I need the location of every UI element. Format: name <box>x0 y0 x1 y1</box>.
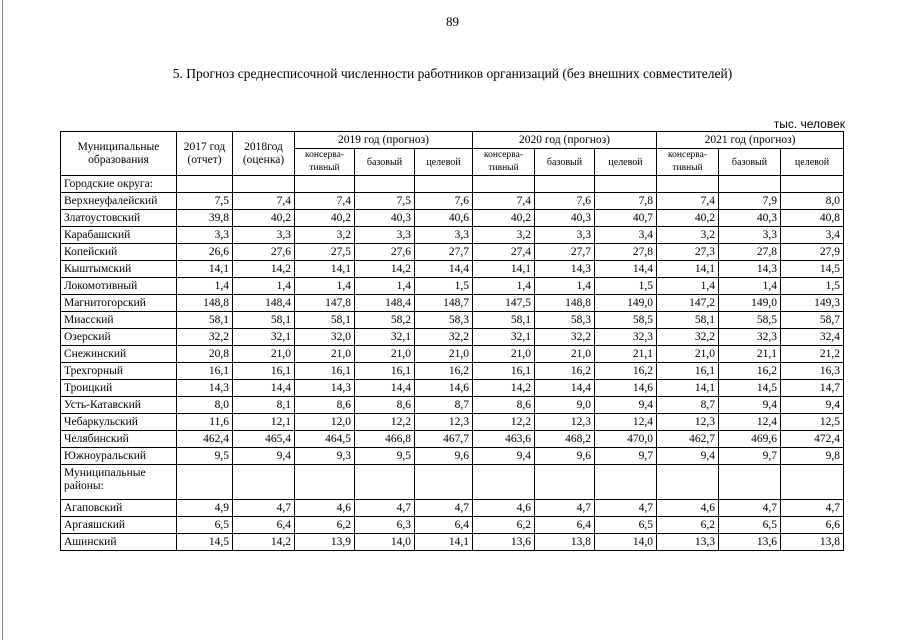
value-cell: 14,0 <box>355 534 415 551</box>
value-cell: 16,1 <box>473 363 535 380</box>
value-cell: 1,4 <box>295 278 355 295</box>
value-cell: 16,3 <box>781 363 844 380</box>
value-cell: 4,7 <box>415 500 473 517</box>
value-cell: 3,4 <box>595 227 657 244</box>
value-cell: 14,3 <box>535 261 595 278</box>
value-cell: 7,4 <box>233 193 295 210</box>
value-cell: 12,5 <box>781 414 844 431</box>
value-cell: 40,2 <box>473 210 535 227</box>
value-cell: 12,2 <box>355 414 415 431</box>
value-cell: 58,1 <box>177 312 233 329</box>
value-cell: 8,7 <box>415 397 473 414</box>
value-cell: 6,2 <box>295 517 355 534</box>
empty-cell <box>535 465 595 500</box>
value-cell: 7,8 <box>595 193 657 210</box>
value-cell: 4,6 <box>473 500 535 517</box>
header-2019: 2019 год (прогноз) <box>295 132 473 149</box>
municipality-name: Миасский <box>61 312 177 329</box>
empty-cell <box>355 176 415 193</box>
value-cell: 11,6 <box>177 414 233 431</box>
value-cell: 148,8 <box>177 295 233 312</box>
value-cell: 464,5 <box>295 431 355 448</box>
value-cell: 16,1 <box>657 363 719 380</box>
value-cell: 40,6 <box>415 210 473 227</box>
value-cell: 14,1 <box>177 261 233 278</box>
value-cell: 27,7 <box>535 244 595 261</box>
value-cell: 4,7 <box>719 500 781 517</box>
municipality-name: Верхнеуфалейский <box>61 193 177 210</box>
value-cell: 21,0 <box>233 346 295 363</box>
empty-cell <box>355 465 415 500</box>
value-cell: 27,7 <box>415 244 473 261</box>
value-cell: 3,3 <box>177 227 233 244</box>
value-cell: 58,7 <box>781 312 844 329</box>
value-cell: 3,3 <box>233 227 295 244</box>
value-cell: 32,4 <box>781 329 844 346</box>
header-2020-target: целевой <box>595 149 657 176</box>
value-cell: 58,5 <box>719 312 781 329</box>
value-cell: 13,6 <box>473 534 535 551</box>
value-cell: 40,2 <box>657 210 719 227</box>
header-2020: 2020 год (прогноз) <box>473 132 657 149</box>
value-cell: 12,3 <box>657 414 719 431</box>
value-cell: 4,7 <box>535 500 595 517</box>
value-cell: 469,6 <box>719 431 781 448</box>
value-cell: 27,9 <box>781 244 844 261</box>
value-cell: 13,8 <box>781 534 844 551</box>
section-title: Муниципальные районы: <box>61 465 177 500</box>
value-cell: 12,4 <box>595 414 657 431</box>
value-cell: 27,3 <box>657 244 719 261</box>
value-cell: 14,2 <box>355 261 415 278</box>
empty-cell <box>177 176 233 193</box>
value-cell: 3,4 <box>781 227 844 244</box>
value-cell: 16,2 <box>719 363 781 380</box>
table-row <box>61 227 844 244</box>
empty-cell <box>233 465 295 500</box>
value-cell: 1,5 <box>781 278 844 295</box>
value-cell: 14,5 <box>177 534 233 551</box>
value-cell: 465,4 <box>233 431 295 448</box>
value-cell: 21,0 <box>355 346 415 363</box>
value-cell: 1,4 <box>657 278 719 295</box>
header-2021-target: целевой <box>781 149 844 176</box>
value-cell: 3,3 <box>415 227 473 244</box>
value-cell: 4,6 <box>295 500 355 517</box>
value-cell: 21,1 <box>595 346 657 363</box>
value-cell: 463,6 <box>473 431 535 448</box>
municipality-name: Трехгорный <box>61 363 177 380</box>
empty-cell <box>535 176 595 193</box>
value-cell: 9,3 <box>295 448 355 465</box>
header-2019-base: базовый <box>355 149 415 176</box>
header-2020-base: базовый <box>535 149 595 176</box>
value-cell: 9,6 <box>535 448 595 465</box>
value-cell: 1,4 <box>535 278 595 295</box>
value-cell: 40,3 <box>535 210 595 227</box>
value-cell: 14,6 <box>595 380 657 397</box>
value-cell: 149,3 <box>781 295 844 312</box>
header-2017: 2017 год (отчет) <box>177 132 233 176</box>
table-row <box>61 500 844 517</box>
value-cell: 148,8 <box>535 295 595 312</box>
value-cell: 16,2 <box>595 363 657 380</box>
value-cell: 472,4 <box>781 431 844 448</box>
value-cell: 58,1 <box>473 312 535 329</box>
value-cell: 40,3 <box>719 210 781 227</box>
value-cell: 27,8 <box>595 244 657 261</box>
value-cell: 14,4 <box>415 261 473 278</box>
header-2018: 2018год (оценка) <box>233 132 295 176</box>
value-cell: 13,3 <box>657 534 719 551</box>
value-cell: 14,1 <box>295 261 355 278</box>
table-row <box>61 431 844 448</box>
empty-cell <box>473 176 535 193</box>
value-cell: 14,2 <box>233 261 295 278</box>
value-cell: 9,4 <box>657 448 719 465</box>
value-cell: 27,5 <box>295 244 355 261</box>
value-cell: 462,7 <box>657 431 719 448</box>
value-cell: 13,8 <box>535 534 595 551</box>
value-cell: 3,2 <box>295 227 355 244</box>
municipality-name: Златоустовский <box>61 210 177 227</box>
municipality-name: Троицкий <box>61 380 177 397</box>
municipality-name: Агаповский <box>61 500 177 517</box>
value-cell: 21,0 <box>473 346 535 363</box>
value-cell: 7,5 <box>177 193 233 210</box>
section-row <box>61 176 844 193</box>
table-row <box>61 312 844 329</box>
value-cell: 21,0 <box>535 346 595 363</box>
value-cell: 8,6 <box>355 397 415 414</box>
value-cell: 7,4 <box>295 193 355 210</box>
table-row <box>61 397 844 414</box>
value-cell: 7,6 <box>535 193 595 210</box>
value-cell: 58,2 <box>355 312 415 329</box>
value-cell: 6,4 <box>535 517 595 534</box>
value-cell: 6,2 <box>657 517 719 534</box>
value-cell: 21,0 <box>657 346 719 363</box>
value-cell: 1,4 <box>177 278 233 295</box>
value-cell: 147,5 <box>473 295 535 312</box>
value-cell: 14,4 <box>355 380 415 397</box>
empty-cell <box>177 465 233 500</box>
header-2021-conservative: консерва-тивный <box>657 149 719 176</box>
value-cell: 6,4 <box>233 517 295 534</box>
value-cell: 14,0 <box>595 534 657 551</box>
municipality-name: Южноуральский <box>61 448 177 465</box>
value-cell: 8,6 <box>473 397 535 414</box>
value-cell: 147,2 <box>657 295 719 312</box>
value-cell: 14,1 <box>657 380 719 397</box>
value-cell: 462,4 <box>177 431 233 448</box>
value-cell: 4,9 <box>177 500 233 517</box>
table-row <box>61 329 844 346</box>
value-cell: 9,7 <box>719 448 781 465</box>
value-cell: 16,1 <box>177 363 233 380</box>
empty-cell <box>295 176 355 193</box>
value-cell: 32,1 <box>473 329 535 346</box>
value-cell: 4,7 <box>355 500 415 517</box>
value-cell: 7,4 <box>657 193 719 210</box>
value-cell: 1,4 <box>233 278 295 295</box>
table-row <box>61 534 844 551</box>
section-row <box>61 465 844 500</box>
value-cell: 9,0 <box>535 397 595 414</box>
value-cell: 6,5 <box>719 517 781 534</box>
empty-cell <box>295 465 355 500</box>
municipality-name: Ашинский <box>61 534 177 551</box>
value-cell: 21,0 <box>295 346 355 363</box>
value-cell: 148,4 <box>233 295 295 312</box>
value-cell: 12,0 <box>295 414 355 431</box>
value-cell: 58,5 <box>595 312 657 329</box>
value-cell: 9,4 <box>595 397 657 414</box>
empty-cell <box>657 465 719 500</box>
value-cell: 148,7 <box>415 295 473 312</box>
value-cell: 8,1 <box>233 397 295 414</box>
value-cell: 14,3 <box>719 261 781 278</box>
value-cell: 12,2 <box>473 414 535 431</box>
value-cell: 14,5 <box>781 261 844 278</box>
value-cell: 13,9 <box>295 534 355 551</box>
value-cell: 6,2 <box>473 517 535 534</box>
value-cell: 7,6 <box>415 193 473 210</box>
value-cell: 8,0 <box>177 397 233 414</box>
value-cell: 7,5 <box>355 193 415 210</box>
value-cell: 27,6 <box>355 244 415 261</box>
table-row <box>61 346 844 363</box>
value-cell: 21,1 <box>719 346 781 363</box>
value-cell: 4,7 <box>595 500 657 517</box>
value-cell: 3,2 <box>657 227 719 244</box>
value-cell: 58,1 <box>657 312 719 329</box>
value-cell: 32,2 <box>657 329 719 346</box>
header-2021-base: базовый <box>719 149 781 176</box>
value-cell: 12,4 <box>719 414 781 431</box>
value-cell: 14,2 <box>233 534 295 551</box>
municipality-name: Карабашский <box>61 227 177 244</box>
table-row <box>61 414 844 431</box>
value-cell: 1,4 <box>355 278 415 295</box>
value-cell: 14,1 <box>415 534 473 551</box>
page-left-edge <box>2 0 3 640</box>
empty-cell <box>781 465 844 500</box>
value-cell: 9,7 <box>595 448 657 465</box>
value-cell: 58,1 <box>295 312 355 329</box>
table-row <box>61 244 844 261</box>
value-cell: 1,4 <box>719 278 781 295</box>
value-cell: 40,3 <box>355 210 415 227</box>
value-cell: 14,4 <box>233 380 295 397</box>
value-cell: 149,0 <box>595 295 657 312</box>
value-cell: 26,6 <box>177 244 233 261</box>
value-cell: 32,3 <box>595 329 657 346</box>
empty-cell <box>473 465 535 500</box>
value-cell: 14,4 <box>535 380 595 397</box>
value-cell: 32,1 <box>233 329 295 346</box>
municipality-name: Челябинский <box>61 431 177 448</box>
value-cell: 466,8 <box>355 431 415 448</box>
value-cell: 39,8 <box>177 210 233 227</box>
table-row <box>61 295 844 312</box>
value-cell: 6,5 <box>595 517 657 534</box>
value-cell: 1,5 <box>415 278 473 295</box>
empty-cell <box>233 176 295 193</box>
value-cell: 16,1 <box>295 363 355 380</box>
municipality-name: Магнитогорский <box>61 295 177 312</box>
municipality-name: Локомотивный <box>61 278 177 295</box>
value-cell: 1,4 <box>473 278 535 295</box>
table-row <box>61 210 844 227</box>
value-cell: 14,1 <box>473 261 535 278</box>
value-cell: 8,0 <box>781 193 844 210</box>
empty-cell <box>595 176 657 193</box>
value-cell: 40,2 <box>295 210 355 227</box>
section-title: Городские округа: <box>61 176 177 193</box>
document-title: 5. Прогноз среднесписочной численности работников организаций (без внешних совместителей) <box>172 66 733 81</box>
value-cell: 149,0 <box>719 295 781 312</box>
value-cell: 3,3 <box>719 227 781 244</box>
value-cell: 21,0 <box>415 346 473 363</box>
value-cell: 40,7 <box>595 210 657 227</box>
value-cell: 470,0 <box>595 431 657 448</box>
value-cell: 147,8 <box>295 295 355 312</box>
value-cell: 27,6 <box>233 244 295 261</box>
value-cell: 14,3 <box>177 380 233 397</box>
value-cell: 9,4 <box>473 448 535 465</box>
value-cell: 4,7 <box>781 500 844 517</box>
table-row <box>61 517 844 534</box>
value-cell: 148,4 <box>355 295 415 312</box>
table-row <box>61 363 844 380</box>
empty-cell <box>781 176 844 193</box>
value-cell: 16,1 <box>355 363 415 380</box>
value-cell: 14,2 <box>473 380 535 397</box>
value-cell: 4,7 <box>233 500 295 517</box>
empty-cell <box>719 465 781 500</box>
value-cell: 20,8 <box>177 346 233 363</box>
header-2019-target: целевой <box>415 149 473 176</box>
value-cell: 467,7 <box>415 431 473 448</box>
value-cell: 32,2 <box>535 329 595 346</box>
value-cell: 14,4 <box>595 261 657 278</box>
value-cell: 1,5 <box>595 278 657 295</box>
value-cell: 21,2 <box>781 346 844 363</box>
value-cell: 3,2 <box>473 227 535 244</box>
value-cell: 40,8 <box>781 210 844 227</box>
value-cell: 4,6 <box>657 500 719 517</box>
municipality-name: Копейский <box>61 244 177 261</box>
value-cell: 16,2 <box>535 363 595 380</box>
value-cell: 7,4 <box>473 193 535 210</box>
municipality-name: Усть-Катавский <box>61 397 177 414</box>
forecast-table <box>60 131 844 551</box>
value-cell: 3,3 <box>535 227 595 244</box>
table-row <box>61 261 844 278</box>
value-cell: 14,3 <box>295 380 355 397</box>
empty-cell <box>415 176 473 193</box>
value-cell: 14,6 <box>415 380 473 397</box>
value-cell: 16,1 <box>233 363 295 380</box>
value-cell: 9,4 <box>719 397 781 414</box>
municipality-name: Аргаяшский <box>61 517 177 534</box>
value-cell: 6,5 <box>177 517 233 534</box>
empty-cell <box>415 465 473 500</box>
value-cell: 58,3 <box>535 312 595 329</box>
value-cell: 58,1 <box>233 312 295 329</box>
value-cell: 14,5 <box>719 380 781 397</box>
value-cell: 40,2 <box>233 210 295 227</box>
municipality-name: Озерский <box>61 329 177 346</box>
value-cell: 32,2 <box>177 329 233 346</box>
table-body <box>61 176 844 551</box>
value-cell: 32,0 <box>295 329 355 346</box>
value-cell: 3,3 <box>355 227 415 244</box>
value-cell: 7,9 <box>719 193 781 210</box>
value-cell: 6,4 <box>415 517 473 534</box>
value-cell: 58,3 <box>415 312 473 329</box>
header-2019-conservative: консерва-тивный <box>295 149 355 176</box>
value-cell: 468,2 <box>535 431 595 448</box>
empty-cell <box>719 176 781 193</box>
table-row <box>61 193 844 210</box>
header-2021: 2021 год (прогноз) <box>657 132 844 149</box>
value-cell: 16,2 <box>415 363 473 380</box>
table-row <box>61 448 844 465</box>
value-cell: 32,3 <box>719 329 781 346</box>
municipality-name: Кыштымский <box>61 261 177 278</box>
value-cell: 12,3 <box>415 414 473 431</box>
value-cell: 6,6 <box>781 517 844 534</box>
value-cell: 14,1 <box>657 261 719 278</box>
value-cell: 8,7 <box>657 397 719 414</box>
page-number: 89 <box>446 14 459 29</box>
municipality-name: Чебаркульский <box>61 414 177 431</box>
empty-cell <box>657 176 719 193</box>
unit-label: тыс. человек <box>773 117 845 131</box>
value-cell: 8,6 <box>295 397 355 414</box>
value-cell: 32,1 <box>355 329 415 346</box>
value-cell: 32,2 <box>415 329 473 346</box>
header-2020-conservative: консерва-тивный <box>473 149 535 176</box>
value-cell: 9,5 <box>355 448 415 465</box>
table-row <box>61 380 844 397</box>
value-cell: 9,4 <box>781 397 844 414</box>
empty-cell <box>595 465 657 500</box>
value-cell: 9,6 <box>415 448 473 465</box>
value-cell: 12,3 <box>535 414 595 431</box>
value-cell: 13,6 <box>719 534 781 551</box>
municipality-name: Снежинский <box>61 346 177 363</box>
value-cell: 14,7 <box>781 380 844 397</box>
value-cell: 6,3 <box>355 517 415 534</box>
header-municipal-formations: Муниципальные образования <box>61 132 177 176</box>
value-cell: 9,5 <box>177 448 233 465</box>
value-cell: 27,4 <box>473 244 535 261</box>
value-cell: 27,8 <box>719 244 781 261</box>
value-cell: 12,1 <box>233 414 295 431</box>
table-row <box>61 278 844 295</box>
value-cell: 9,4 <box>233 448 295 465</box>
value-cell: 9,8 <box>781 448 844 465</box>
